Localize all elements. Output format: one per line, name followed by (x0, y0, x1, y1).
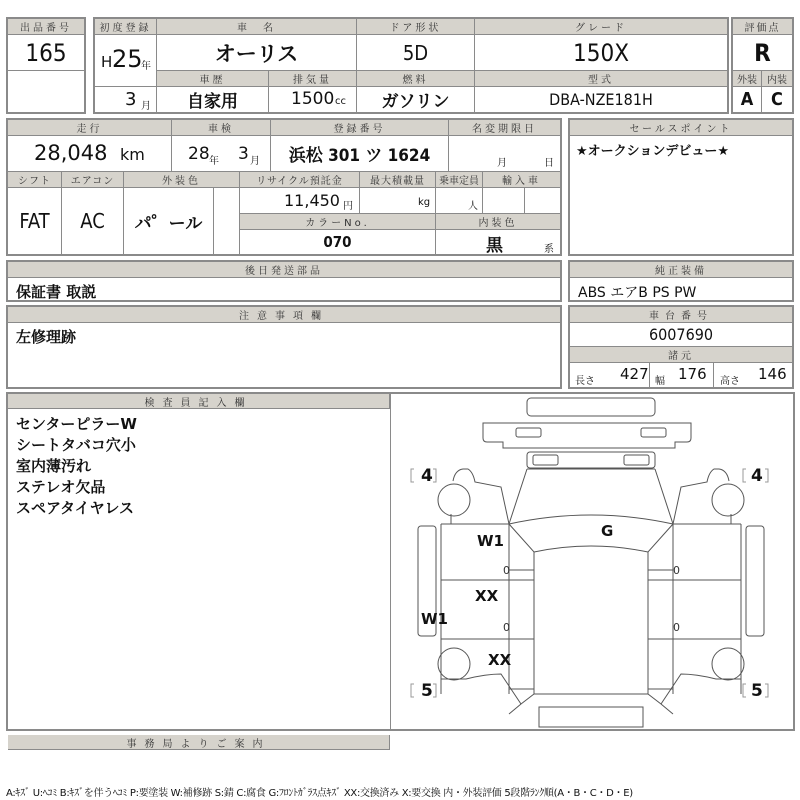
grille-light-left (533, 455, 558, 465)
front-grille (527, 452, 655, 468)
notes-label: 注意事項欄 (8, 307, 560, 323)
first-reg-era: H (101, 53, 113, 71)
chassis-label: 車台番号 (570, 307, 792, 323)
mark-rocker-left: W1 (421, 610, 448, 628)
front-light-right (641, 428, 666, 437)
rocker-right (746, 526, 764, 636)
later-parts-label: 後日発送部品 (8, 262, 560, 278)
max-load-cell (360, 188, 436, 214)
plate-label: 登録番号 (271, 120, 449, 136)
capacity-cell (436, 188, 483, 214)
grade-label: グレード (475, 19, 727, 35)
interior-color-label: 内装色 (436, 214, 560, 230)
first-reg-value (95, 35, 157, 87)
dims-width-label: 幅 (655, 376, 665, 387)
zero-mark: 0 (503, 564, 510, 577)
inspector-line: スペアタイヤレス (16, 499, 135, 517)
exterior-color-blank (214, 188, 240, 254)
tire-rear-left-score: 5 (421, 681, 433, 701)
front-tire-right (712, 484, 744, 516)
displacement-cell (269, 87, 357, 112)
equipment-box (568, 260, 794, 302)
later-parts-box (6, 260, 562, 302)
inspection-year: 28 (188, 144, 210, 164)
inspector-line: シートタバコ穴小 (16, 436, 136, 454)
rear-pillars (509, 694, 673, 714)
front-bumper-top (527, 398, 655, 416)
import-cell-2 (525, 188, 560, 214)
sales-point-label: セールスポイント (570, 120, 792, 136)
dims-height-cell (714, 363, 792, 387)
ext-score-value: A (733, 87, 762, 112)
mileage-label: 走行 (8, 120, 172, 136)
door-value: 5D (357, 35, 475, 71)
mileage-value: 28,048 (34, 141, 108, 165)
tire-front-left-score: 4 (421, 466, 433, 486)
tire-front-right-score: 4 (751, 466, 763, 486)
dims-length-value: 427 (620, 365, 649, 383)
inspector-label: 検査員記入欄 (8, 394, 390, 409)
int-score-label: 内装 (762, 71, 792, 87)
inspector-box (6, 392, 795, 750)
zero-mark: 0 (673, 564, 680, 577)
color-no-value: 070 (240, 230, 436, 254)
history-label: 車歴 (157, 71, 269, 87)
front-tire-left (438, 484, 470, 516)
mark-rear-fender-left: XX (488, 651, 512, 669)
mark-rear-door-left: XX (475, 587, 499, 605)
model-label: 型式 (475, 71, 727, 87)
interior-color-suffix: 系 (544, 244, 554, 254)
inspection-label: 車検 (172, 120, 271, 136)
model-value: DBA-NZE181H (549, 90, 653, 109)
inspection-year-unit: 年 (209, 156, 219, 167)
car-name-value: オーリス (157, 35, 357, 71)
capacity-unit: 人 (468, 201, 478, 212)
car-damage-diagram (391, 394, 793, 729)
sales-point-box (568, 118, 794, 256)
detail-box (6, 118, 562, 256)
import-cell-1 (483, 188, 525, 214)
zero-mark: 0 (503, 621, 510, 634)
dims-length-label: 長さ (575, 376, 595, 387)
inspection-month: 3 (238, 144, 249, 164)
displacement-value: 1500 (291, 89, 335, 109)
name-change-cell (449, 136, 560, 172)
equipment-value: ABS エアB PS PW (578, 285, 697, 301)
mark-windshield: G (601, 522, 614, 540)
color-no-label: カラーNo. (240, 214, 436, 230)
ext-score-label: 外装 (733, 71, 762, 87)
score-box (731, 17, 794, 114)
dims-height-label: 高さ (720, 376, 740, 387)
rear-tire-left (438, 648, 470, 680)
legend: A:ｷｽﾞ U:ﾍｺﾐ B:ｷｽﾞを伴うﾍｺﾐ P:要塗装 W:補修跡 S:錆 C:腐食 G:ﾌﾛﾝﾄｶﾞﾗｽ点ｷｽﾞ XX:交換済み X:要交換 内・外装評価 5段階ﾗﾝｸ順(A・B・C・D・E) (6, 788, 633, 799)
recycle-cell (240, 188, 360, 214)
max-load-unit: kg (418, 197, 431, 208)
shift-label: シフト (8, 172, 62, 188)
inspector-line: センターピラーW (16, 415, 137, 433)
first-reg-month-cell (95, 87, 157, 112)
displacement-unit: cc (335, 96, 346, 107)
inspection-month-unit: 月 (250, 156, 260, 167)
name-change-label: 名変期限日 (449, 120, 560, 136)
door-label: ドア形状 (357, 19, 475, 35)
equipment-label: 純正装備 (570, 262, 792, 278)
windshield (509, 515, 673, 552)
first-reg-year: 25 (112, 45, 143, 73)
dims-height-value: 146 (758, 365, 787, 383)
score-label: 評価点 (733, 19, 792, 35)
sales-point-value: ★オークションデビュー★ (576, 144, 730, 159)
first-reg-label: 初度登録 (95, 19, 157, 35)
history-value: 自家用 (157, 87, 269, 112)
dims-width-cell (650, 363, 714, 387)
plate-value: 浜松 301 ツ 1624 (271, 136, 449, 172)
recycle-value: 11,450 (284, 191, 340, 210)
aircon-value: AC (62, 188, 124, 254)
aircon-label: エアコン (62, 172, 124, 188)
front-fender-right (673, 469, 731, 524)
dims-width-value: 176 (678, 365, 707, 383)
first-reg-month: 3 (125, 89, 137, 110)
tire-rear-right-score: 5 (751, 681, 763, 701)
lot-blank (8, 71, 84, 112)
fuel-label: 燃料 (357, 71, 475, 87)
lot-box (6, 17, 86, 114)
lot-value: 165 (8, 35, 84, 71)
capacity-label: 乗車定員 (436, 172, 483, 188)
dims-label: 諸元 (570, 347, 792, 363)
pillars-left (509, 570, 534, 689)
shift-value: FAT (8, 188, 62, 254)
front-bumper (483, 423, 691, 448)
fuel-value: ガソリン (357, 87, 475, 112)
name-change-month-unit: 月 (497, 158, 507, 169)
score-value: R (733, 35, 792, 71)
zero-mark: 0 (673, 621, 680, 634)
notes-value: 左修理跡 (16, 328, 77, 346)
inspection-cell (172, 136, 271, 172)
exterior-color-label: 外装色 (124, 172, 240, 188)
inspector-lines (16, 414, 137, 519)
doors-right (648, 524, 741, 694)
lot-label: 出品番号 (8, 19, 84, 35)
front-fender-left (451, 469, 509, 524)
roof (534, 552, 648, 694)
grade-value: 150X (475, 35, 727, 71)
mark-front-door-left: W1 (477, 532, 504, 550)
rear-tire-right (712, 648, 744, 680)
recycle-label: リサイクル預託金 (240, 172, 360, 188)
pillars-right (648, 570, 673, 689)
name-change-day-unit: 日 (544, 158, 554, 169)
dims-length-cell (570, 363, 650, 387)
interior-color-cell (436, 230, 560, 254)
car-name-label: 車 名 (157, 19, 357, 35)
chassis-box (568, 305, 794, 389)
front-light-left (516, 428, 541, 437)
chassis-value: 6007690 (570, 323, 792, 347)
import-label: 輸入車 (483, 172, 560, 188)
inspector-line: ステレオ欠品 (16, 478, 106, 496)
grille-light-right (624, 455, 649, 465)
notes-box (6, 305, 562, 389)
mileage-unit: km (120, 145, 145, 164)
hood (509, 469, 673, 524)
interior-color-value: 黒 (486, 236, 503, 254)
int-score-value: C (771, 89, 783, 110)
spec-box (93, 17, 729, 114)
mileage-cell (8, 136, 172, 172)
max-load-label: 最大積載量 (360, 172, 436, 188)
first-reg-month-unit: 月 (141, 101, 151, 112)
later-parts-value: 保証書 取説 (16, 283, 97, 301)
displacement-label: 排気量 (269, 71, 357, 87)
trunk (539, 707, 643, 727)
inspector-line: 室内薄汚れ (16, 457, 92, 475)
exterior-color-value: パ゜ール (124, 188, 214, 254)
recycle-unit: 円 (343, 201, 353, 212)
office-label: 事務局よりご案内 (8, 735, 390, 750)
first-reg-year-unit: 年 (141, 61, 151, 72)
